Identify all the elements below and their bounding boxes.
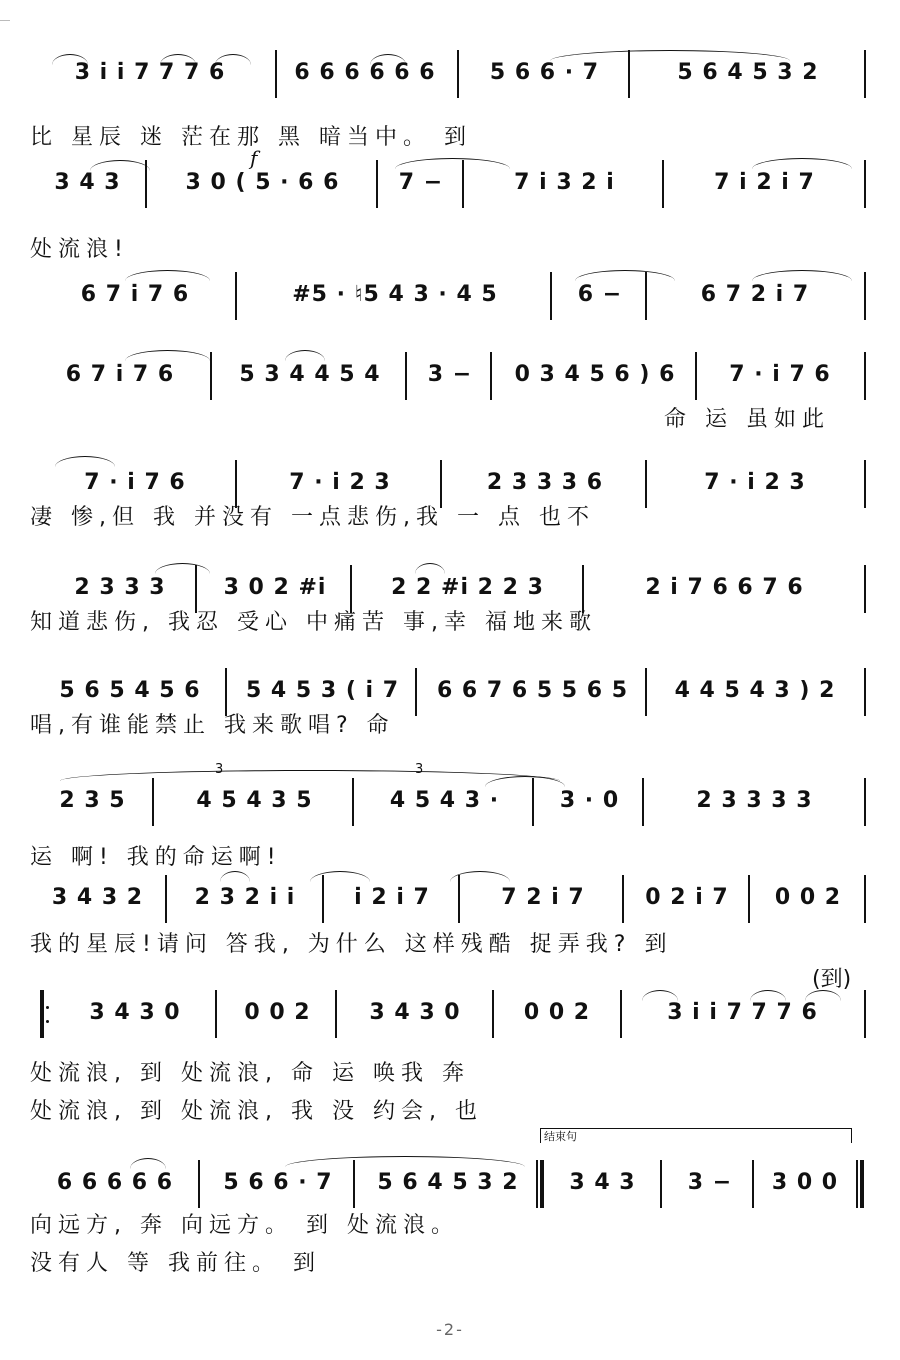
notes: 3 4 3 [569,1170,636,1195]
notes: 0 0 2 [523,1000,591,1025]
measure [245,262,545,332]
repeat-dot [46,1020,49,1023]
notes: 0 2 i̇ 7 [645,885,729,910]
barline [752,1160,754,1208]
lyric-line: 命 运 虽如此 [664,407,830,432]
measure [40,262,230,332]
notes: 3 − [427,362,473,387]
notes: 2 2 #i̇ 2 2 3 [391,575,544,600]
notes: 6 7 i̇ 7 6 [80,282,190,307]
notes: 0 3 4 5 6 ) 6 [514,362,676,387]
notes: 3 4 3 0 [89,1000,181,1025]
notes: 7 i̇ 3 2 i̇ [514,170,615,195]
measure [345,980,485,1050]
measure [40,865,155,935]
barline [165,875,167,923]
lyric-line: 没有人 等 我前往。 到 [30,1251,321,1276]
barline-thick [540,1160,544,1208]
notes: 6 6 7 6 5 5 6 5 [436,678,629,703]
notes: 6 − [577,282,623,307]
measure [472,150,657,220]
barline [492,990,494,1038]
notes: 5 6 4 5 3 2 [677,60,819,85]
notes: 2 3 2 i̇ i̇ [194,885,296,910]
lyric-line: 处流浪, 到 处流浪, 命 运 唤我 奔 [30,1061,470,1086]
measure [502,980,612,1050]
lyric-line: 运 啊! 我的命运啊! [30,845,282,870]
barline [405,352,407,400]
barline [275,50,277,98]
notes: 3 4 3 0 [369,1000,461,1025]
notes: 5 6 5 4 5 6 [59,678,201,703]
notes: 2 3 5 [59,788,126,813]
paren-note: (到) [812,967,852,992]
notes: 7 · i̇ 2 3 [289,470,391,495]
barline [353,1160,355,1208]
staff-row [30,762,870,838]
repeat-end-barline [536,1160,544,1208]
notes: 2 3 3 3 6 [486,470,604,495]
notes: 4 4 5 4 3 ) 2 [674,678,836,703]
barline [622,875,624,923]
barline [748,875,750,923]
triplet-mark: 3 [215,762,224,777]
barline [550,272,552,320]
notes: 6 6 6 6 6 [56,1170,174,1195]
notes: 5 3 4 4 5 4 [239,362,381,387]
final-barline [856,1160,864,1208]
notes: 7 · i̇ 7 6 [84,470,186,495]
lyric-line: 知道悲伤, 我忍 受心 中痛苦 事,幸 福地来歌 [30,610,597,635]
barline [864,778,866,826]
measure [155,150,370,220]
barline [660,1160,662,1208]
notes: 3 i̇ i̇ 7 7 7 6 [667,1000,818,1025]
notes: 4 5 4 3 5 [196,788,313,813]
notes: 2 3 3 3 3 [696,788,813,813]
measure [632,865,742,935]
staff-row [30,262,870,332]
barline [215,990,217,1038]
staff-row [30,40,870,110]
measure [40,40,260,110]
measure [285,40,445,110]
barline [458,875,460,923]
page-number: -2- [436,1320,464,1339]
staff-row [30,967,870,1050]
notes: 7 2 i̇ 7 [501,885,585,910]
staff-row [30,146,870,220]
notes: 3 0 ( 5 · 6 6 [185,170,340,195]
lyric-line: 我的星辰!请问 答我, 为什么 这样残酷 捉弄我? 到 [30,932,673,957]
barline [376,160,378,208]
lyric-line: 凄 惨,但 我 并没有 一点悲伤,我 一 点 也不 [30,505,595,530]
notes: #5 · ♮5 4 3 · 4 5 [292,282,498,307]
notes: 3 4 3 2 [51,885,144,910]
lyric-line: 处流浪! [30,237,129,262]
barline [352,778,354,826]
notes: 7 − [398,170,444,195]
barline [490,352,492,400]
barline [864,160,866,208]
barline [335,990,337,1038]
notes: 6 6 6 6 6 6 [294,60,436,85]
staff-row [30,865,870,935]
barline [864,990,866,1038]
repeat-start-barline [40,990,48,1038]
measure [467,40,622,110]
repeat-thick-line [40,990,44,1038]
corner-mark [0,20,10,21]
notes: 5 4 5 3 ( i̇ 7 [245,678,400,703]
notes: i̇ 2 i̇ 7 [354,885,430,910]
lyric-line: 处流浪, 到 处流浪, 我 没 约会, 也 [30,1099,483,1124]
notes: 6 7 2 i̇ 7 [700,282,810,307]
measure [652,768,857,838]
notes: 3 4 3 [54,170,121,195]
barline [620,990,622,1038]
repeat-dot [46,1006,49,1009]
notes: 3 · 0 [559,788,620,813]
measure [758,865,858,935]
notes: 3 0 0 [771,1170,839,1195]
notes: 2 i̇ 7 6 6 7 6 [645,575,804,600]
notes: 5 6 6 · 7 [489,60,600,85]
notes: 5 6 6 · 7 [223,1170,333,1195]
notes: 3 0 2 #i̇ [223,575,327,600]
barline [210,352,212,400]
barline [235,272,237,320]
barline [864,272,866,320]
barline-thick [860,1160,864,1208]
barline [695,352,697,400]
triplet-mark: 3 [415,762,424,777]
barline [322,875,324,923]
barline [642,778,644,826]
barline-thin [856,1160,858,1208]
measure [60,980,210,1050]
lyric-line: 比 星辰 迷 茫在那 黑 暗当中。 到 [30,125,472,150]
notes: 7 · i̇ 7 6 [729,362,831,387]
notes: 4 5 4 3 · [389,788,500,813]
barline [864,875,866,923]
barline [864,352,866,400]
notes: 6 7 i̇ 7 6 [65,362,175,387]
notes: 0 0 2 [774,885,842,910]
barline [864,50,866,98]
barline [198,1160,200,1208]
notes: 5 6 4 5 3 2 [377,1170,519,1195]
barline-thin [536,1160,538,1208]
barline [662,160,664,208]
ending-label: 结束句 [544,1130,577,1143]
notes: 7 i̇ 2 i̇ 7 [714,170,815,195]
notes: 2 3 3 3 [74,575,166,600]
measure [225,980,330,1050]
lyric-line: 唱,有谁能禁止 我来歌唱? 命 [30,713,395,738]
barline [457,50,459,98]
lyric-line: 向远方, 奔 向远方。 到 处流浪。 [30,1213,459,1238]
ending-bracket [540,1128,852,1143]
notes: 3 − [687,1170,733,1195]
barline [152,778,154,826]
notes: 7 · i̇ 2 3 [704,470,806,495]
notes: 0 0 2 [244,1000,311,1025]
notes: 3 i̇ i̇ 7 7 7 6 [74,60,226,85]
dynamic-forte: f [250,146,258,170]
